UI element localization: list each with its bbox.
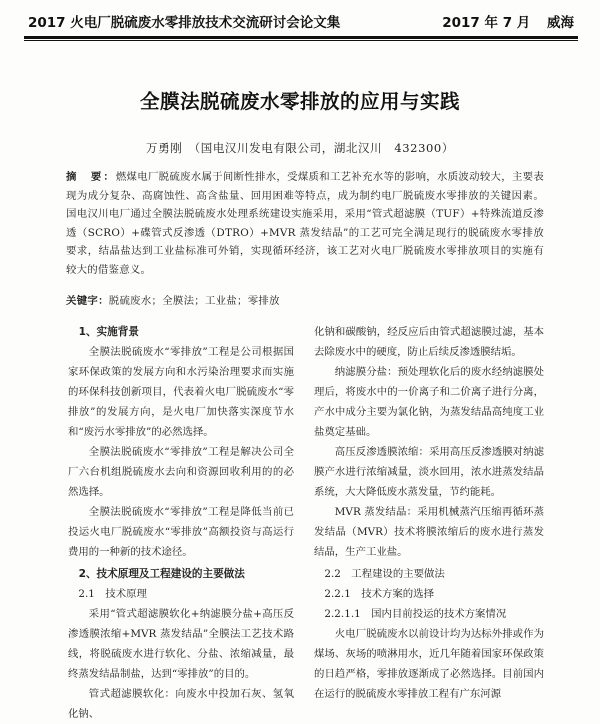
left-column: [68, 322, 294, 724]
right-column: [314, 322, 544, 704]
header-date-place: [430, 11, 574, 31]
author-line: [0, 140, 600, 156]
keywords: [66, 292, 280, 307]
abstract-text: 燃煤电厂脱硫废水属于间断性排水，受煤质和工艺补充水等的影响，水质波动较大，主要表现为成分复杂、高腐蚀性、高含盐量、回用困难等特点，成为制约电厂脱硫废水零排放的关键因素。国电汉川电厂通过全膜法脱硫废水处理系统建设实施采用，采用“管式超滤膜（TUF）+特殊流道反渗透（SCRO）+碟管式反渗透（DTRO）+MVR 蒸发结晶”的工艺可完全满足现行的脱硫废水零排放要求，结晶盐达到工业盐标准可外销，实现循环经济，该工艺对火电厂脱硫废水零排放项目的实施有较大的借鉴意义。: [66, 171, 544, 276]
paragraph: 全膜法脱硫废水“零排放”工程是公司根据国家环保政策的发展方向和水污染治理要求而实施的环保科技创新项目，代表着火电厂脱硫废水“零排放”的发展方向，是火电厂加快落实深度节水和“废污水零排放”的必然选择。: [68, 346, 294, 438]
paragraph: 高压反渗透膜浓缩：采用高压反渗透膜对纳滤膜产水进行浓缩减量，淡水回用，浓水进蒸发结晶系统，大大降低废水蒸发量，节约能耗。: [314, 446, 544, 498]
paragraph: 采用“管式超滤膜软化+纳滤膜分盐+高压反渗透膜浓缩+MVR 蒸发结晶”全膜法工艺技术路线，将脱硫废水进行软化、分盐、浓缩减量，最终蒸发结晶制盐，达到“零排放”的目的。: [68, 608, 294, 680]
paragraph: 化钠和碳酸钠，经反应后由管式超滤膜过滤，基本去除废水中的硬度，防止后续反渗透膜结垢。: [314, 326, 544, 358]
section-2-1-heading: 2.1 技术原理: [78, 588, 147, 600]
abstract-label: 摘 要：: [66, 171, 116, 183]
section-2-2-1-heading: 2.2.1 技术方案的选择: [324, 588, 434, 600]
paper-title: 全膜法脱硫废水零排放的应用与实践: [139, 90, 460, 113]
paragraph: 纳滤膜分盐：预处理软化后的废水经纳滤膜处理后，将废水中的一价离子和二价离子进行分离，产水中成分主要为氯化钠，为蒸发结晶高纯度工业盐奠定基础。: [314, 366, 544, 438]
paragraph: 管式超滤膜软化：向废水中投加石灰、氢氧化钠、: [68, 688, 294, 720]
author-name: 万勇刚: [146, 141, 183, 155]
paragraph: MVR 蒸发结晶：采用机械蒸汽压缩再循环蒸发结晶（MVR）技术将膜浓缩后的废水进行蒸发结晶，生产工业盐。: [314, 506, 544, 558]
section-2-heading: 2、技术原理及工程建设的主要做法: [78, 568, 245, 580]
header-date: 2017 年 7 月: [442, 15, 531, 31]
header-rule-thick: [24, 36, 578, 39]
header-place: 威海: [547, 15, 574, 31]
header-rule-thin: [24, 40, 578, 41]
paragraph: 全膜法脱硫废水“零排放”工程是降低当前已投运火电厂脱硫废水“零排放”高额投资与高运行费用的一种新的技术途径。: [68, 506, 294, 558]
keywords-label: 关键字：: [66, 295, 109, 307]
section-2-2-heading: 2.2 工程建设的主要做法: [324, 568, 445, 580]
section-1-heading: 1、实施背景: [78, 326, 139, 338]
author-affiliation: （国电汉川发电有限公司，湖北汉川 432300）: [188, 141, 454, 155]
running-header: [28, 8, 574, 34]
proceedings-title: 2017 火电厂脱硫废水零排放技术交流研讨会论文集: [28, 15, 341, 31]
keywords-text: 脱硫废水；全膜法；工业盐；零排放: [108, 295, 280, 307]
section-2-2-1-1-heading: 2.2.1.1 国内目前投运的技术方案情况: [324, 608, 507, 620]
abstract: [66, 168, 544, 280]
paragraph: 全膜法脱硫废水“零排放”工程是解决公司全厂六台机组脱硫废水去向和资源回收利用的的必然选择。: [68, 446, 294, 498]
paragraph: 火电厂脱硫废水以前设计均为达标外排或作为煤场、灰场的喷淋用水，近几年随着国家环保政策的日趋严格，零排放逐渐成了必然选择。目前国内在运行的脱硫废水零排放工程有广东河源: [314, 628, 544, 700]
